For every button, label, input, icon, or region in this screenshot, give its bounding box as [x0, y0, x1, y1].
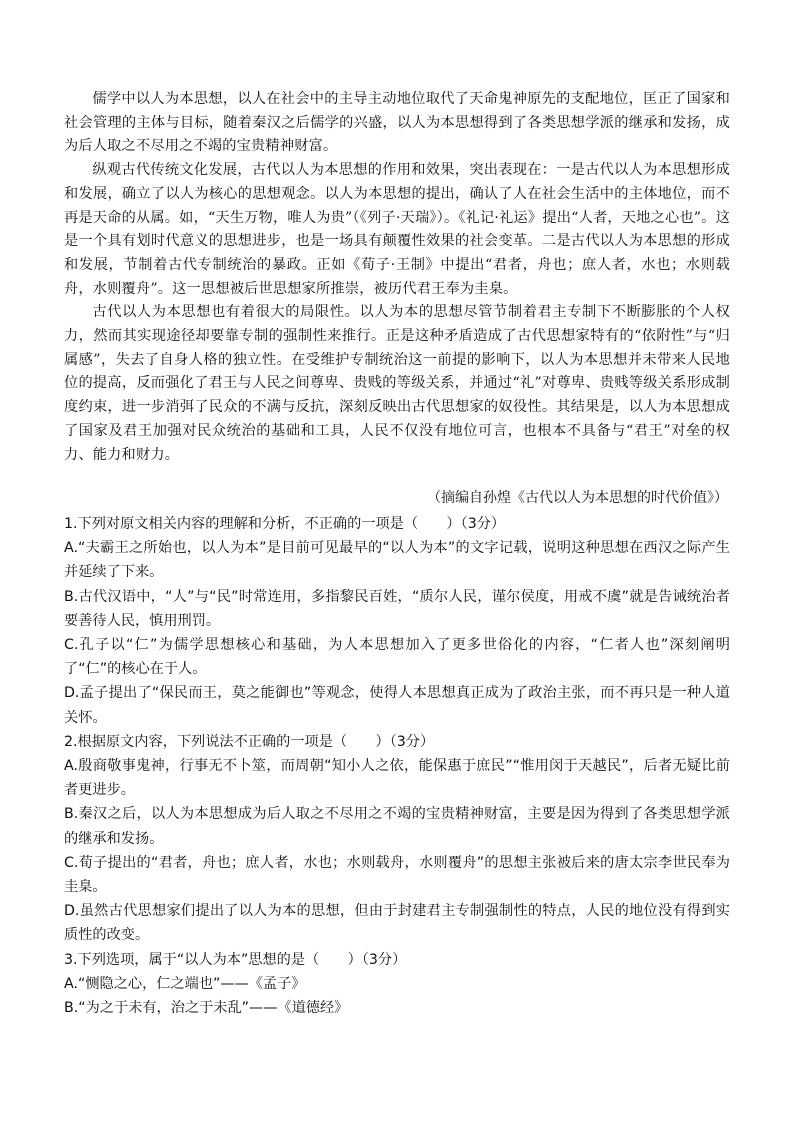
passage-paragraph-2: 纵观古代传统文化发展，古代以人为本思想的作用和效果，突出表现在：一是古代以人为本思想形成和发展，确立了以人为核心的思想观念。以人为本思想的提出，确认了人在社会生活中的主体地位，而不再是天命的从属。如，“天生万物，唯人为贵”（《列子·天瑞》）。《礼记·礼运》提出“人者，天地之心也”。这是一个具有划时代意义的思想进步，也是一场具有颠覆性效果的社会变革。二是古代以人为本思想的形成和发展，节制着古代专制统治的暴政。正如《荀子·王制》中提出“君者，舟也；庶人者，水也；水则载舟，水则覆舟”。这一思想被后世思想家所推崇，被历代君王奉为圭臬。 — [64, 162, 730, 297]
question-1-option-b: B.古代汉语中，“人”与“民”时常连用，多指黎民百姓，“质尔人民，谨尔侯度，用戒不虞”就是告诫统治者要善待人民，慎用刑罚。 — [64, 588, 730, 629]
question-3-option-a: A.“恻隐之心，仁之端也”——《孟子》 — [64, 975, 306, 992]
question-2-option-c: C.荀子提出的“君者，舟也；庶人者，水也；水则载舟，水则覆舟”的思想主张被后来的唐太宗李世民奉为圭臬。 — [64, 854, 730, 896]
question-1-option-d: D.孟子提出了“保民而王，莫之能御也”等观念，使得人本思想真正成为了政治主张，而不再只是一种人道关怀。 — [64, 685, 730, 726]
question-1-option-a: A.“夫霸王之所始也，以人为本”是目前可见最早的“以人为本”的文字记载，说明这种思想在西汉之际产生并延续了下来。 — [64, 540, 730, 581]
question-3-option-b: B.“为之于未有，治之于未乱”——《道德经》 — [64, 1000, 349, 1017]
passage-paragraph-1: 儒学中以人为本思想，以人在社会中的主导主动地位取代了天命鬼神原先的支配地位，匡正了国家和社会管理的主体与目标，随着秦汉之后儒学的兴盛，以人为本思想得到了各类思想学派的继承和发扬，成为后人取之不尽用之不竭的宝贵精神财富。 — [64, 91, 730, 155]
question-1-stem: 1.下列对原文相关内容的理解和分析，不正确的一项是（ ）（3分） — [64, 516, 506, 532]
reading-passage — [64, 88, 730, 467]
question-2-option-a: A.殷商敬事鬼神，行事无不卜筮，而周朝“知小人之依，能保惠于庶民”“惟用闵于天越民”，后者无疑比前者更进步。 — [64, 758, 730, 799]
passage-paragraph-3: 古代以人为本思想也有着很大的局限性。以人为本的思想尽管节制着君主专制下不断膨胀的个人权力，然而其实现途径却要靠专制的强制性来推行。正是这种矛盾造成了古代思想家特有的“依附性”与“归属感”，失去了自身人格的独立性。在受维护专制统治这一前提的影响下，以人为本思想并未带来人民地位的提高，反而强化了君王与人民之间尊卑、贵贱的等级关系，并通过“礼”对尊卑、贵贱等级关系形成制度约束，进一步消弭了民众的不满与反抗，深刻反映出古代思想家的奴役性。其结果是，以人为本思想成了国家及君王加强对民众统治的基础和工具，人民不仅没有地位可言，也根本不具备与“君王”对垒的权力、能力和财力。 — [64, 304, 730, 463]
question-2-stem: 2.根据原文内容，下列说法不正确的一项是（ ）（3分） — [64, 733, 435, 750]
question-2-option-d: D.虽然古代思想家们提出了以人为本的思想，但由于封建君主专制强制性的特点，人民的地位没有得到实质性的改变。 — [64, 903, 730, 944]
question-2-option-b: B.秦汉之后，以人为本思想成为后人取之不尽用之不竭的宝贵精神财富，主要是因为得到了各类思想学派的继承和发扬。 — [64, 806, 730, 847]
question-1-option-c: C.孔子以“仁”为儒学思想核心和基础，为人本思想加入了更多世俗化的内容，“仁者人也”深刻阐明了“仁”的核心在于人。 — [64, 637, 730, 678]
question-list — [64, 512, 730, 1020]
question-3-stem: 3.下列选项，属于“以人为本”思想的是（ ）（3分） — [64, 951, 407, 968]
passage-source: （摘编自孙煌《古代以人为本思想的时代价值》） — [427, 490, 728, 506]
